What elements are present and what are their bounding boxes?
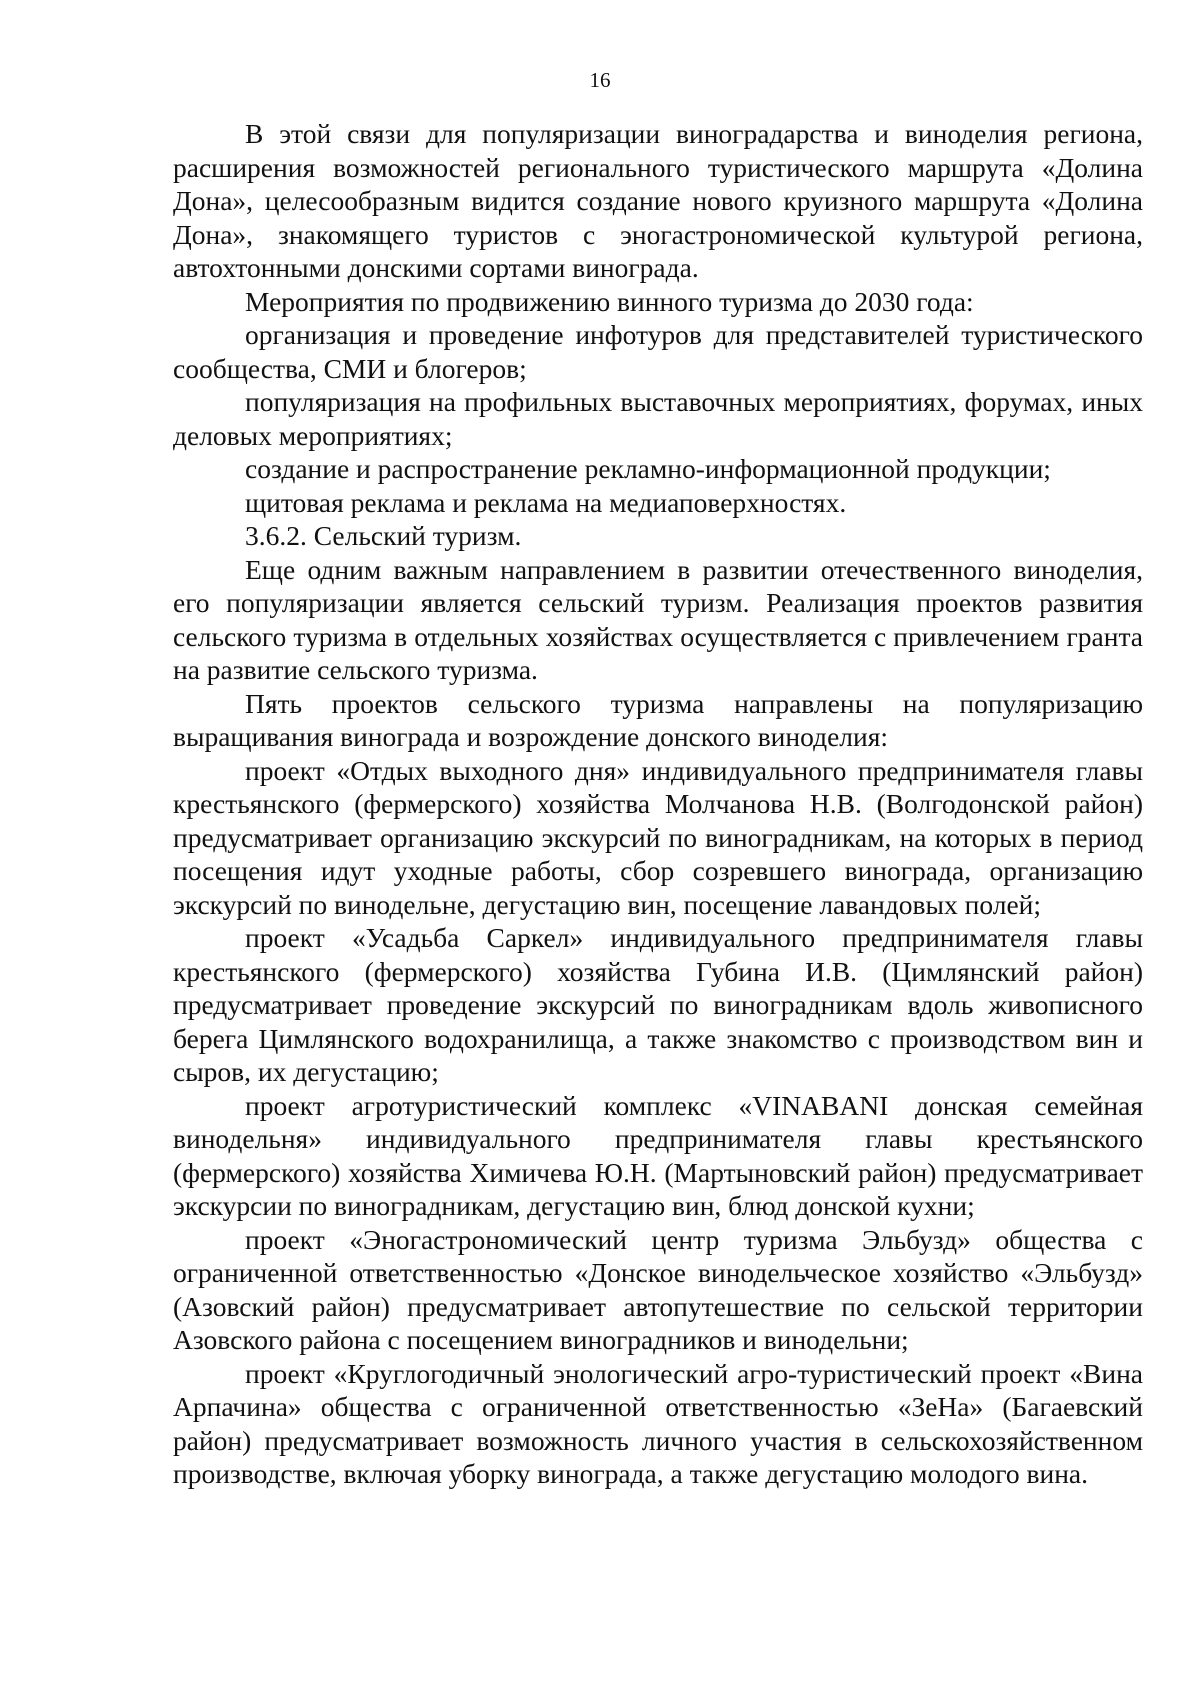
project-item-sarkel: проект «Усадьба Саркел» индивидуального предпринимателя главы крестьянского (фермерского) хозяйства Губина И.В. (Цимлянский район) предусматривает проведение экскурсий по виноградникам вдоль живописного берега Цимлянского водохранилища, а также знакомство с производством вин и сыров, их дегустацию; bbox=[173, 922, 1143, 1087]
project-item-vinabani: проект агротуристический комплекс «VINABANI донская семейная винодельня» индивидуального предпринимателя главы крестьянского (фермерского) хозяйства Химичева Ю.Н. (Мартыновский район) предусматривает экскурсии по виноградникам, дегустацию вин, блюд донской кухни; bbox=[173, 1089, 1143, 1221]
project-item-arpachina: проект «Круглогодичный энологический агро-туристический проект «Вина Арпачина» общества с ограниченной ответственностью «ЗеНа» (Багаевский район) предусматривает возможность личного участия в сельскохозяйственном производстве, включая уборку винограда, а также дегустацию молодого вина. bbox=[173, 1357, 1143, 1489]
list-item-exhibitions: популяризация на профильных выставочных мероприятиях, форумах, иных деловых мероприятиях; bbox=[173, 386, 1143, 451]
paragraph-measures-heading: Мероприятия по продвижению винного туризма до 2030 года: bbox=[245, 285, 974, 317]
list-item-advertising-products: создание и распространение рекламно-информационной продукции; bbox=[245, 453, 1051, 484]
project-item-molchanov: проект «Отдых выходного дня» индивидуального предпринимателя главы крестьянского (фермерского) хозяйства Молчанова Н.В. (Волгодонской район) предусматривает организацию экскурсий по виноградникам, на которых в период посещения идут уходные работы, сбор созревшего винограда, организацию экскурсий по винодельне, дегустацию вин, посещение лавандовых полей; bbox=[173, 754, 1143, 920]
section-heading-rural-tourism: 3.6.2. Сельский туризм. bbox=[245, 520, 522, 551]
list-item-infotours: организация и проведение инфотуров для представителей туристического сообщества, СМИ и блогеров; bbox=[173, 319, 1143, 384]
paragraph-intro: В этой связи для популяризации виноградарства и виноделия региона, расширения возможностей регионального туристического маршрута «Долина Дона», целесообразным видится создание нового круизного маршрута «Долина Дона», знакомящего туристов с эногастрономической культурой региона, автохтонными донскими сортами винограда. bbox=[173, 118, 1143, 283]
document-body bbox=[173, 117, 1143, 1491]
paragraph-rural-tourism: Еще одним важным направлением в развитии отечественного виноделия, его популяризации является сельский туризм. Реализация проектов развития сельского туризма в отдельных хозяйствах осуществляется с привлечением гранта на развитие сельского туризма. bbox=[173, 553, 1143, 685]
list-item-billboards: щитовая реклама и реклама на медиаповерхностях. bbox=[245, 486, 847, 518]
page-number: 16 bbox=[589, 68, 611, 92]
paragraph-five-projects: Пять проектов сельского туризма направлены на популяризацию выращивания винограда и возрождение донского виноделия: bbox=[173, 687, 1143, 752]
project-item-elbuzd: проект «Эногастрономический центр туризма Эльбузд» общества с ограниченной ответственностью «Донское винодельческое хозяйство «Эльбузд» (Азовский район) предусматривает автопутешествие по сельской территории Азовского района с посещением виноградников и винодельни; bbox=[173, 1223, 1143, 1355]
